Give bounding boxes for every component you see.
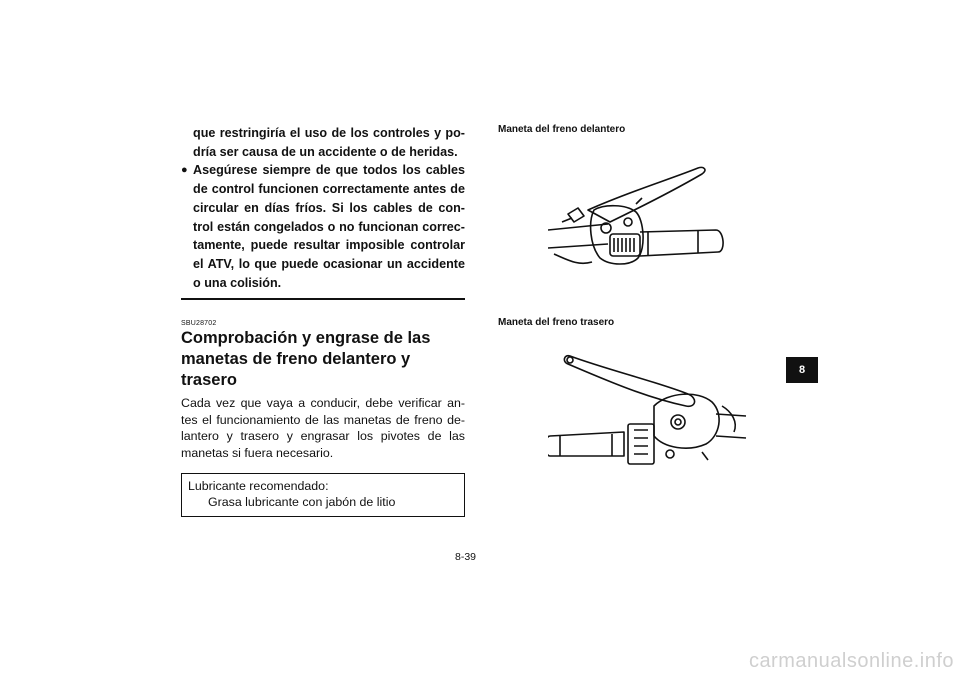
- warning-divider: [181, 298, 465, 300]
- page-number: 8-39: [455, 551, 477, 563]
- bullet-icon: ●: [181, 164, 188, 177]
- section-code: SBU28702: [181, 320, 217, 328]
- watermark: carmanualsonline.info: [748, 650, 954, 672]
- warning-bullet-item: [181, 161, 465, 292]
- lubricant-box: [181, 473, 465, 517]
- section-body: Cada vez que vaya a conducir, debe verificar an-tes el funcionamiento de las manetas de freno de-lantero y trasero y engrasar los pivotes de las manetas si fuera necesario.: [181, 396, 465, 460]
- front-brake-figure-title: Maneta del freno delantero: [498, 124, 626, 135]
- warning-continuation: que restringiría el uso de los controles y po-dría ser causa de un accidente o de heridas.: [193, 126, 465, 159]
- warning-bullet-text: Asegúrese siempre de que todos los cables de control funcionen correctamente antes de circular en días fríos. Si los cables de con-trol están congelados o no funcionan correc-tamente, puede resultar imposible controlar el ATV, lo que puede ocasionar un accidente o una colisión.: [193, 163, 465, 290]
- warning-block: [181, 124, 465, 292]
- rear-brake-figure-title: Maneta del freno trasero: [498, 317, 615, 328]
- chapter-tab: 8: [786, 357, 818, 383]
- front-brake-lever-illustration: [548, 162, 728, 272]
- rear-brake-lever-illustration: [548, 352, 748, 472]
- section-title: Comprobación y engrase de las manetas de freno delantero y trasero: [181, 329, 431, 390]
- lubricant-label: Lubricante recomendado:: [188, 479, 329, 494]
- lubricant-value: Grasa lubricante con jabón de litio: [208, 495, 396, 510]
- left-column: [181, 124, 465, 517]
